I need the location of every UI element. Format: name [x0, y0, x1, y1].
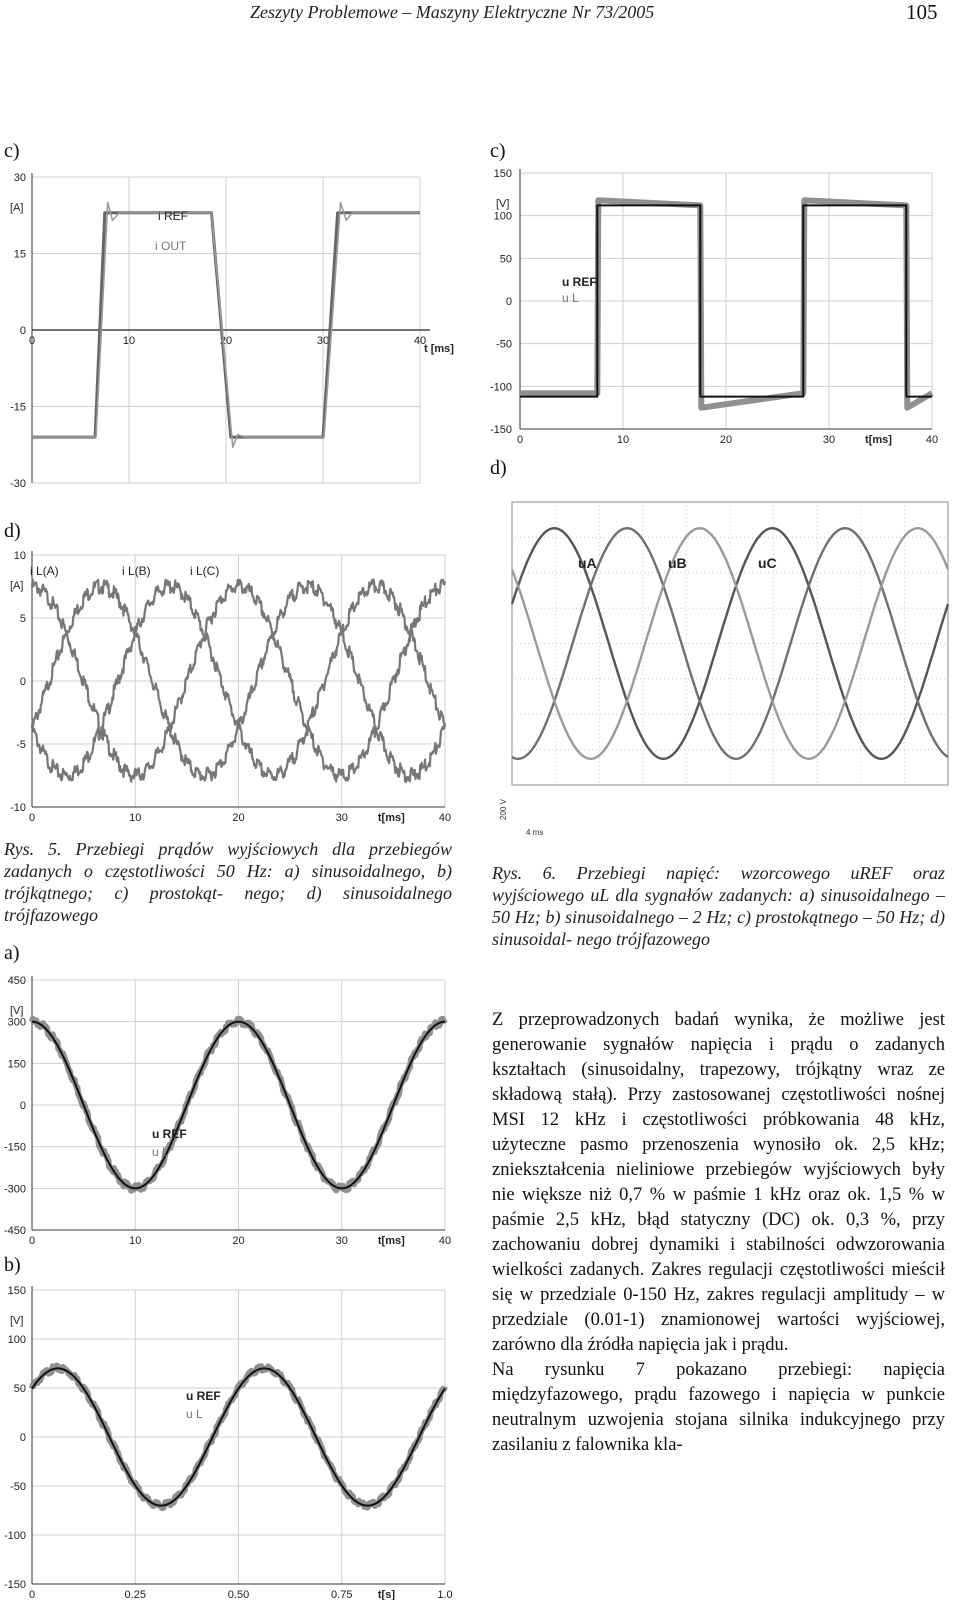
x-tick-label: 10 — [129, 812, 142, 824]
x-tick-label: 20 — [232, 1235, 245, 1247]
annotation-uREF: u REF — [186, 1389, 221, 1403]
y-axis-label: [A] — [10, 202, 24, 214]
x-tick-label: 0 — [28, 812, 36, 824]
y-tick-label: 150 — [493, 168, 512, 180]
panel-label-a-left: a) — [4, 942, 20, 964]
y-tick-label: 15 — [13, 248, 26, 261]
y-tick-label: 50 — [13, 1383, 26, 1395]
annotation-uL: u L — [152, 1145, 169, 1159]
x-tick-label: 30 — [822, 434, 836, 446]
panel-label-b-left: b) — [4, 1254, 21, 1276]
y-tick-label: -150 — [3, 1141, 26, 1154]
x-tick-label: 30 — [316, 335, 330, 347]
annotation-uL: u L — [186, 1407, 203, 1421]
fig6a-chart — [0, 968, 470, 1253]
y-tick-label: -150 — [3, 1579, 26, 1591]
x-tick-label: 20 — [232, 812, 245, 824]
panel-label-d-right: d) — [490, 457, 507, 479]
fig6b-chart — [0, 1278, 470, 1600]
annotation-iL(A): i L(A) — [30, 564, 59, 578]
journal-header: Zeszyty Problemowe – Maszyny Elektryczne Nr 73/2005 — [250, 2, 655, 22]
y-tick-label: 0 — [19, 1432, 26, 1444]
x-tick-label: 20 — [719, 434, 733, 446]
y-tick-label: -30 — [10, 478, 26, 490]
figure-5-caption: Rys. 5. Przebiegi prądów wyjściowych dla przebiegów zadanych o częstotliwości 50 Hz: a) sinusoidalnego, b) trójkątnego; c) prostokąt- nego; d) sinusoidalnego trójfazowego — [4, 839, 452, 925]
x-tick-label: 10 — [129, 1235, 142, 1247]
annotation-uREF: u REF — [152, 1127, 187, 1141]
x-tick-label: 40 — [925, 434, 939, 446]
figure-6-caption: Rys. 6. Przebiegi napięć: wzorcowego uREF oraz wyjściowego uL dla sygnałów zadanych: a) sinusoidalnego – 50 Hz; b) sinusoidalnego – 2 Hz; c) prostokątnego – 50 Hz; d) sinusoidal- nego trójfazowego — [492, 863, 945, 949]
x-tick-label: 0.75 — [331, 1589, 353, 1600]
annotation-uL: u L — [562, 291, 579, 305]
y-tick-label: -50 — [10, 1481, 26, 1493]
x-tick-label: 20 — [219, 335, 233, 347]
x-tick-label: 0.25 — [124, 1589, 146, 1600]
annotation-uREF: u REF — [562, 275, 597, 289]
y-tick-label: 0 — [19, 676, 26, 688]
annotation-iREF: i REF — [158, 209, 188, 223]
x-axis-label: t[ms] — [377, 1235, 405, 1247]
x-tick-label: 0 — [28, 335, 36, 347]
x-tick-label: 0 — [28, 1589, 36, 1600]
x-tick-label: 0 — [28, 1235, 36, 1247]
y-tick-label: 100 — [7, 1334, 26, 1346]
y-tick-label: 30 — [13, 172, 26, 184]
y-tick-label: -300 — [3, 1183, 26, 1196]
annotation-iL(C): i L(C) — [190, 564, 220, 578]
y-axis-label: [V] — [10, 1315, 24, 1327]
y-tick-label: -50 — [496, 338, 512, 351]
y-tick-label: 150 — [7, 1285, 26, 1297]
x-tick-label: 40 — [438, 1235, 452, 1247]
y-tick-label: -100 — [3, 1530, 26, 1542]
y-axis-label: [V] — [496, 198, 510, 210]
y-tick-label: 50 — [499, 253, 512, 266]
x-tick-label: 10 — [616, 434, 630, 446]
y-tick-label: 0 — [19, 325, 26, 337]
annotation-uA: uA — [578, 555, 597, 571]
x-axis-label: t[s] — [377, 1589, 395, 1600]
x-tick-label: 0.50 — [227, 1589, 250, 1600]
x-tick-label: 40 — [438, 812, 452, 824]
y-tick-label: 150 — [7, 1058, 26, 1071]
y-tick-label: 0 — [505, 296, 512, 308]
body-paragraph-2: Na rysunku 7 pokazano przebiegi: napięcia międzyfazowego, prądu fazowego i napięcia w punkcie neutralnym uzwojenia stojana silnika indukcyjnego przy zasilaniu z falownika kla- — [492, 1360, 945, 1455]
y-tick-label: 0 — [19, 1100, 26, 1112]
annotation-iL(B): i L(B) — [122, 564, 151, 578]
y-tick-label: 100 — [493, 210, 512, 223]
y-tick-label: -15 — [10, 401, 26, 414]
scale-label-voltage: 200 V — [499, 799, 508, 820]
x-tick-label: 0 — [516, 434, 524, 446]
y-tick-label: -450 — [3, 1225, 26, 1237]
panel-label-c-right: c) — [490, 140, 506, 162]
x-axis-label: t[ms] — [865, 434, 892, 446]
y-tick-label: -10 — [10, 802, 26, 814]
annotation-uB: uB — [668, 555, 687, 571]
body-text — [492, 1008, 945, 1458]
x-tick-label: 1.0 — [437, 1589, 453, 1600]
y-tick-label: 10 — [13, 550, 26, 562]
x-tick-label: 40 — [413, 335, 427, 347]
scale-label-time: 4 ms — [526, 828, 544, 837]
panel-label-d-left: d) — [4, 520, 21, 542]
y-axis-label: [V] — [10, 1005, 24, 1017]
x-tick-label: 10 — [122, 335, 136, 347]
y-tick-label: 300 — [7, 1016, 26, 1029]
x-axis-label: t[ms] — [377, 812, 405, 824]
y-tick-label: 450 — [7, 975, 26, 987]
y-axis-label: [A] — [10, 580, 24, 592]
fig6c-chart — [486, 165, 960, 450]
y-tick-label: -150 — [489, 424, 512, 436]
y-tick-label: 5 — [19, 613, 26, 625]
annotation-iOUT: i OUT — [155, 239, 187, 253]
y-tick-label: -100 — [489, 381, 512, 394]
x-tick-label: 30 — [335, 812, 348, 824]
panel-label-c-left: c) — [4, 140, 20, 162]
fig5c-chart — [0, 165, 470, 505]
page-number: 105 — [906, 0, 938, 24]
x-axis-label: t [ms] — [424, 343, 454, 355]
y-tick-label: -5 — [16, 739, 26, 751]
x-tick-label: 30 — [335, 1235, 348, 1247]
annotation-uC: uC — [758, 555, 777, 571]
body-paragraph-1: Z przeprowadzonych badań wynika, że możliwe jest generowanie sygnałów napięcia i prądu o zadanych kształtach (sinusoidalny, trapezowy, trójkątny wraz ze składową stałą). Przy zastosowanej częstotliwości nośnej MSI 12 kHz i częstotliwości próbkowania 48 kHz, użyteczne pasmo przenoszenia wynosiło ok. 2,5 kHz; zniekształcenia nieliniowe przebiegów wyjściowych były nie większe niż 0,7 % w paśmie 1 kHz oraz ok. 1,5 % w paśmie 2,5 kHz, błąd statyczny (DC) ok. 0,3 %, przy zachowaniu dobrej dynamiki i stabilności odwzorowania wielkości zadanych. Zakres regulacji częstotliwości mieścił się w przedziale 0-150 Hz, zakres regulacji amplitudy – w przedziale (0.01-1) znamionowej wartości wyjściowej, zarówno dla źródła napięcia jak i prądu. — [492, 1010, 945, 1355]
fig5d-chart — [0, 545, 470, 840]
fig6d-chart — [486, 490, 960, 845]
